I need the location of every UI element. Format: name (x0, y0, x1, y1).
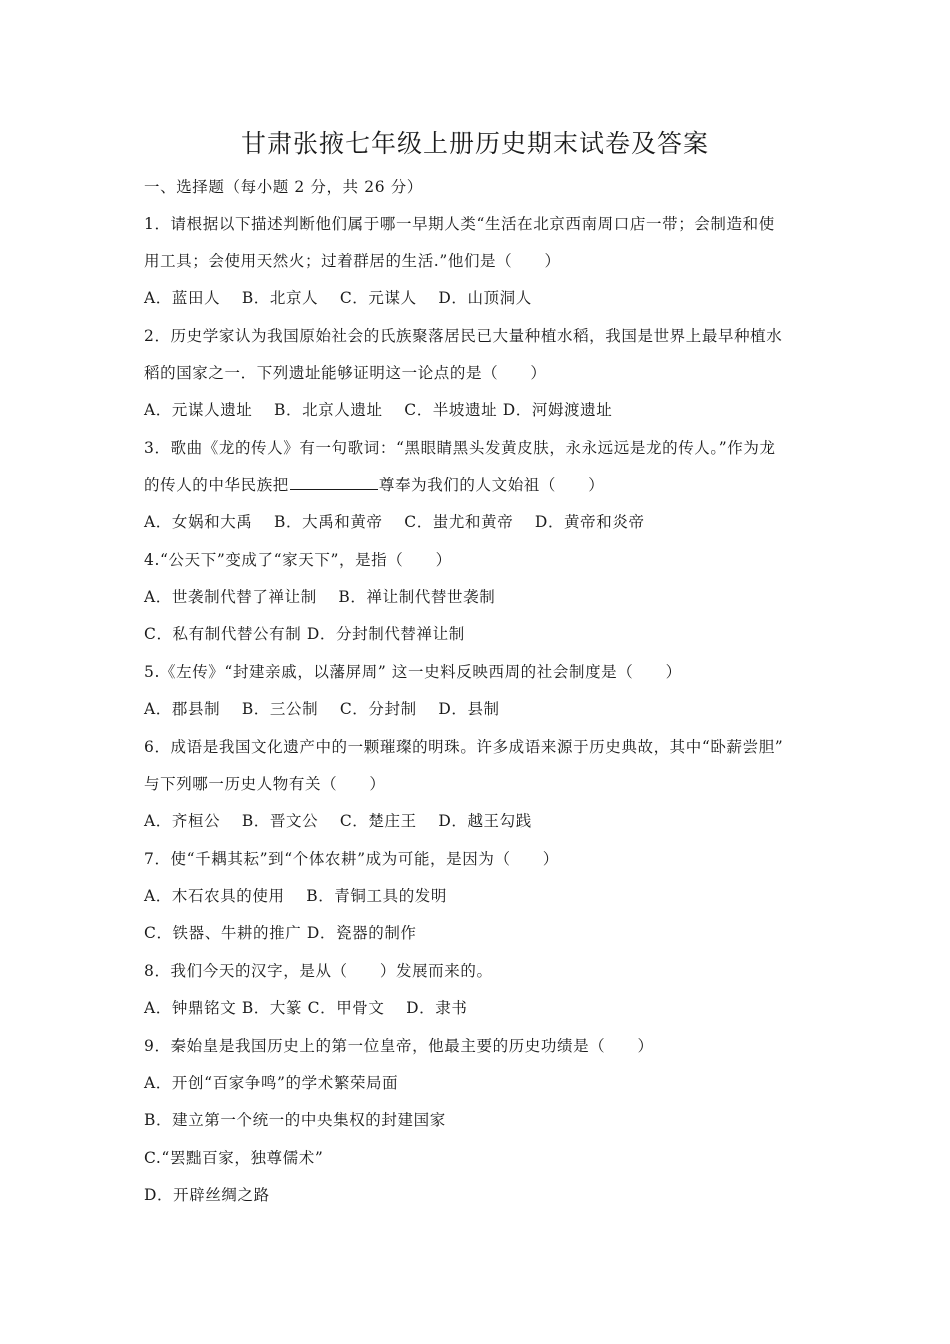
question-4-options-ab: A．世袭制代替了禅让制 B．禅让制代替世袭制 (144, 588, 496, 606)
question-9-option-c: C.“罢黜百家，独尊儒术” (144, 1149, 324, 1167)
question-3-before-blank: 的传人的中华民族把 (144, 476, 289, 494)
question-6-text-cont: 与下列哪一历史人物有关（ ） (144, 775, 386, 793)
question-8-text: 8．我们今天的汉字，是从（ ）发展而来的。 (144, 962, 493, 980)
answer-blank (290, 488, 378, 490)
question-9-option-a: A．开创“百家争鸣”的学术繁荣局面 (144, 1074, 399, 1092)
question-3-after-blank: 尊奉为我们的人文始祖（ ） (378, 476, 605, 494)
question-2-text-cont: 稻的国家之一．下列遗址能够证明这一论点的是（ ） (144, 364, 547, 382)
question-1-options: A．蓝田人 B．北京人 C．元谋人 D．山顶洞人 (144, 289, 532, 307)
question-7-options-cd: C．铁器、牛耕的推广 D．瓷器的制作 (144, 924, 417, 942)
question-1-text-cont: 用工具；会使用天然火；过着群居的生活.”他们是（ ） (144, 252, 561, 270)
question-9-text: 9．秦始皇是我国历史上的第一位皇帝，他最主要的历史功绩是（ ） (144, 1037, 654, 1055)
question-4-options-cd: C．私有制代替公有制 D．分封制代替禅让制 (144, 625, 465, 643)
question-3-text-cont (144, 473, 824, 495)
question-4-text: 4.“公天下”变成了“家天下”，是指（ ） (144, 551, 452, 569)
question-3-text: 3．歌曲《龙的传人》有一句歌词：“黑眼睛黑头发黄皮肤，永永远远是龙的传人。”作为龙 (144, 439, 776, 457)
question-3-options: A．女娲和大禹 B．大禹和黄帝 C．蚩尤和黄帝 D．黄帝和炎帝 (144, 513, 645, 531)
question-7-options-ab: A．木石农具的使用 B．青铜工具的发明 (144, 887, 448, 905)
question-7-text: 7．使“千耦其耘”到“个体农耕”成为可能，是因为（ ） (144, 850, 559, 868)
question-1-text: 1．请根据以下描述判断他们属于哪一早期人类“生活在北京西南周口店一带；会制造和使 (144, 215, 775, 233)
question-9-option-d: D．开辟丝绸之路 (144, 1186, 270, 1204)
question-5-text: 5.《左传》“封建亲戚，以藩屏周” 这一史料反映西周的社会制度是（ ） (144, 663, 682, 681)
question-9-option-b: B．建立第一个统一的中央集权的封建国家 (144, 1111, 446, 1129)
question-6-text: 6．成语是我国文化遗产中的一颗璀璨的明珠。许多成语来源于历史典故，其中“卧薪尝胆” (144, 738, 784, 756)
page-title: 甘肃张掖七年级上册历史期末试卷及答案 (240, 129, 709, 158)
question-8-options: A．钟鼎铭文 B．大篆 C．甲骨文 D．隶书 (144, 999, 468, 1017)
question-5-options: A．郡县制 B．三公制 C．分封制 D．县制 (144, 700, 500, 718)
question-2-text: 2．历史学家认为我国原始社会的氏族聚落居民已大量种植水稻，我国是世界上最早种植水 (144, 327, 783, 345)
question-6-options: A．齐桓公 B．晋文公 C．楚庄王 D．越王勾践 (144, 812, 532, 830)
question-2-options: A．元谋人遗址 B．北京人遗址 C．半坡遗址 D．河姆渡遗址 (144, 401, 613, 419)
section-heading: 一、选择题（每小题 2 分，共 26 分） (144, 178, 423, 196)
